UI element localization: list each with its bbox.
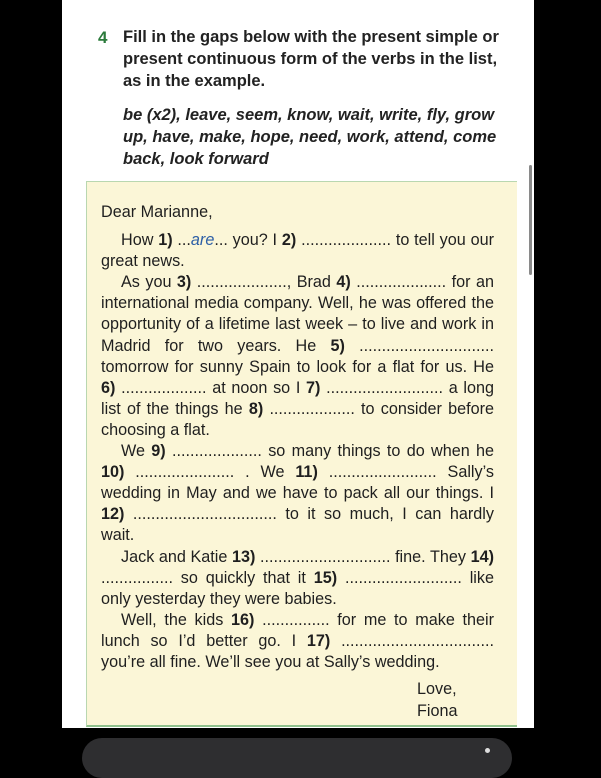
letter-body (101, 202, 494, 673)
text: .................... to tell you our great news. (101, 231, 494, 271)
text: ............................. fine. They (255, 547, 471, 566)
gap-number: 13) (232, 547, 256, 566)
example-answer: are (190, 231, 215, 250)
gap-number: 7) (306, 378, 321, 397)
text: .............................. tomorrow for sunny Spain to look for a flat for us. He (101, 336, 495, 376)
gap-number: 12) (101, 505, 125, 524)
text: ............... for me to make their lunch so I’d better go. I (101, 610, 494, 650)
text: ................... at noon so I (115, 378, 307, 397)
paragraph-2 (101, 272, 494, 441)
paragraph-4 (101, 547, 494, 610)
exercise-number: 4 (98, 28, 108, 47)
gap-number: 1) (158, 231, 173, 250)
text: .................... for an international media company. Well, he was offered the opportunity of a lifetime last week – to live and work in Madrid for two years. He (101, 273, 494, 355)
text: .......................... a long list of the things he (101, 378, 494, 418)
text: ... (172, 231, 191, 250)
bottom-toolbar (82, 738, 512, 778)
gap-number: 17) (306, 631, 331, 650)
text: .......................... like only yesterday they were babies. (101, 568, 495, 608)
text: Jack and Katie (121, 547, 233, 566)
textbook-page (62, 0, 534, 728)
text: Well, the kids (121, 610, 232, 629)
letter-closing (417, 679, 458, 722)
scrollbar[interactable] (529, 165, 532, 275)
text: ................................ to it so much, I can hardly wait. (101, 505, 494, 545)
text: ...................... . We (124, 463, 296, 482)
exercise-instruction: Fill in the gaps below with the present simple or present continuous form of the verbs in the list, as in the example. (123, 28, 499, 90)
paragraph-3 (101, 441, 494, 546)
letter-box (86, 181, 517, 727)
text: How (121, 231, 159, 250)
signature: Fiona (417, 701, 458, 720)
verb-list: be (x2), leave, seem, know, wait, write, fly, grow up, have, make, hope, need, work, attend, come back, look forward (123, 106, 497, 168)
paragraph-1 (101, 230, 494, 272)
more-options-icon[interactable] (485, 748, 490, 753)
gap-number: 16) (231, 610, 255, 629)
gap-number: 3) (176, 273, 192, 292)
text: We (121, 442, 152, 461)
gap-number: 14) (470, 547, 494, 566)
paragraph-5 (101, 610, 494, 673)
text: .................................. you’re all fine. We’ll see you at Sally’s wedding. (101, 631, 494, 671)
gap-number: 8) (248, 399, 264, 418)
gap-number: 4) (336, 273, 351, 292)
gap-number: 5) (330, 336, 345, 355)
letter-greeting: Dear Marianne, (101, 203, 213, 221)
gap-number: 9) (151, 442, 166, 461)
text: .................... so many things to do when he (165, 442, 494, 461)
text: ...................., Brad (191, 273, 337, 292)
gap-number: 11) (295, 463, 318, 482)
gap-number: 6) (101, 378, 116, 397)
gap-number: 2) (281, 231, 297, 250)
text: As you (121, 273, 177, 292)
gap-number: 15) (313, 568, 338, 587)
closing-line: Love, (417, 680, 457, 698)
text: ................... to consider before choosing a flat. (101, 399, 494, 439)
gap-number: 10) (101, 463, 125, 482)
text: ........................ Sally’s wedding in May and we have to pack all our things. I (101, 463, 495, 503)
text: ... you? I (214, 231, 282, 250)
text: ................ so quickly that it (101, 568, 314, 587)
